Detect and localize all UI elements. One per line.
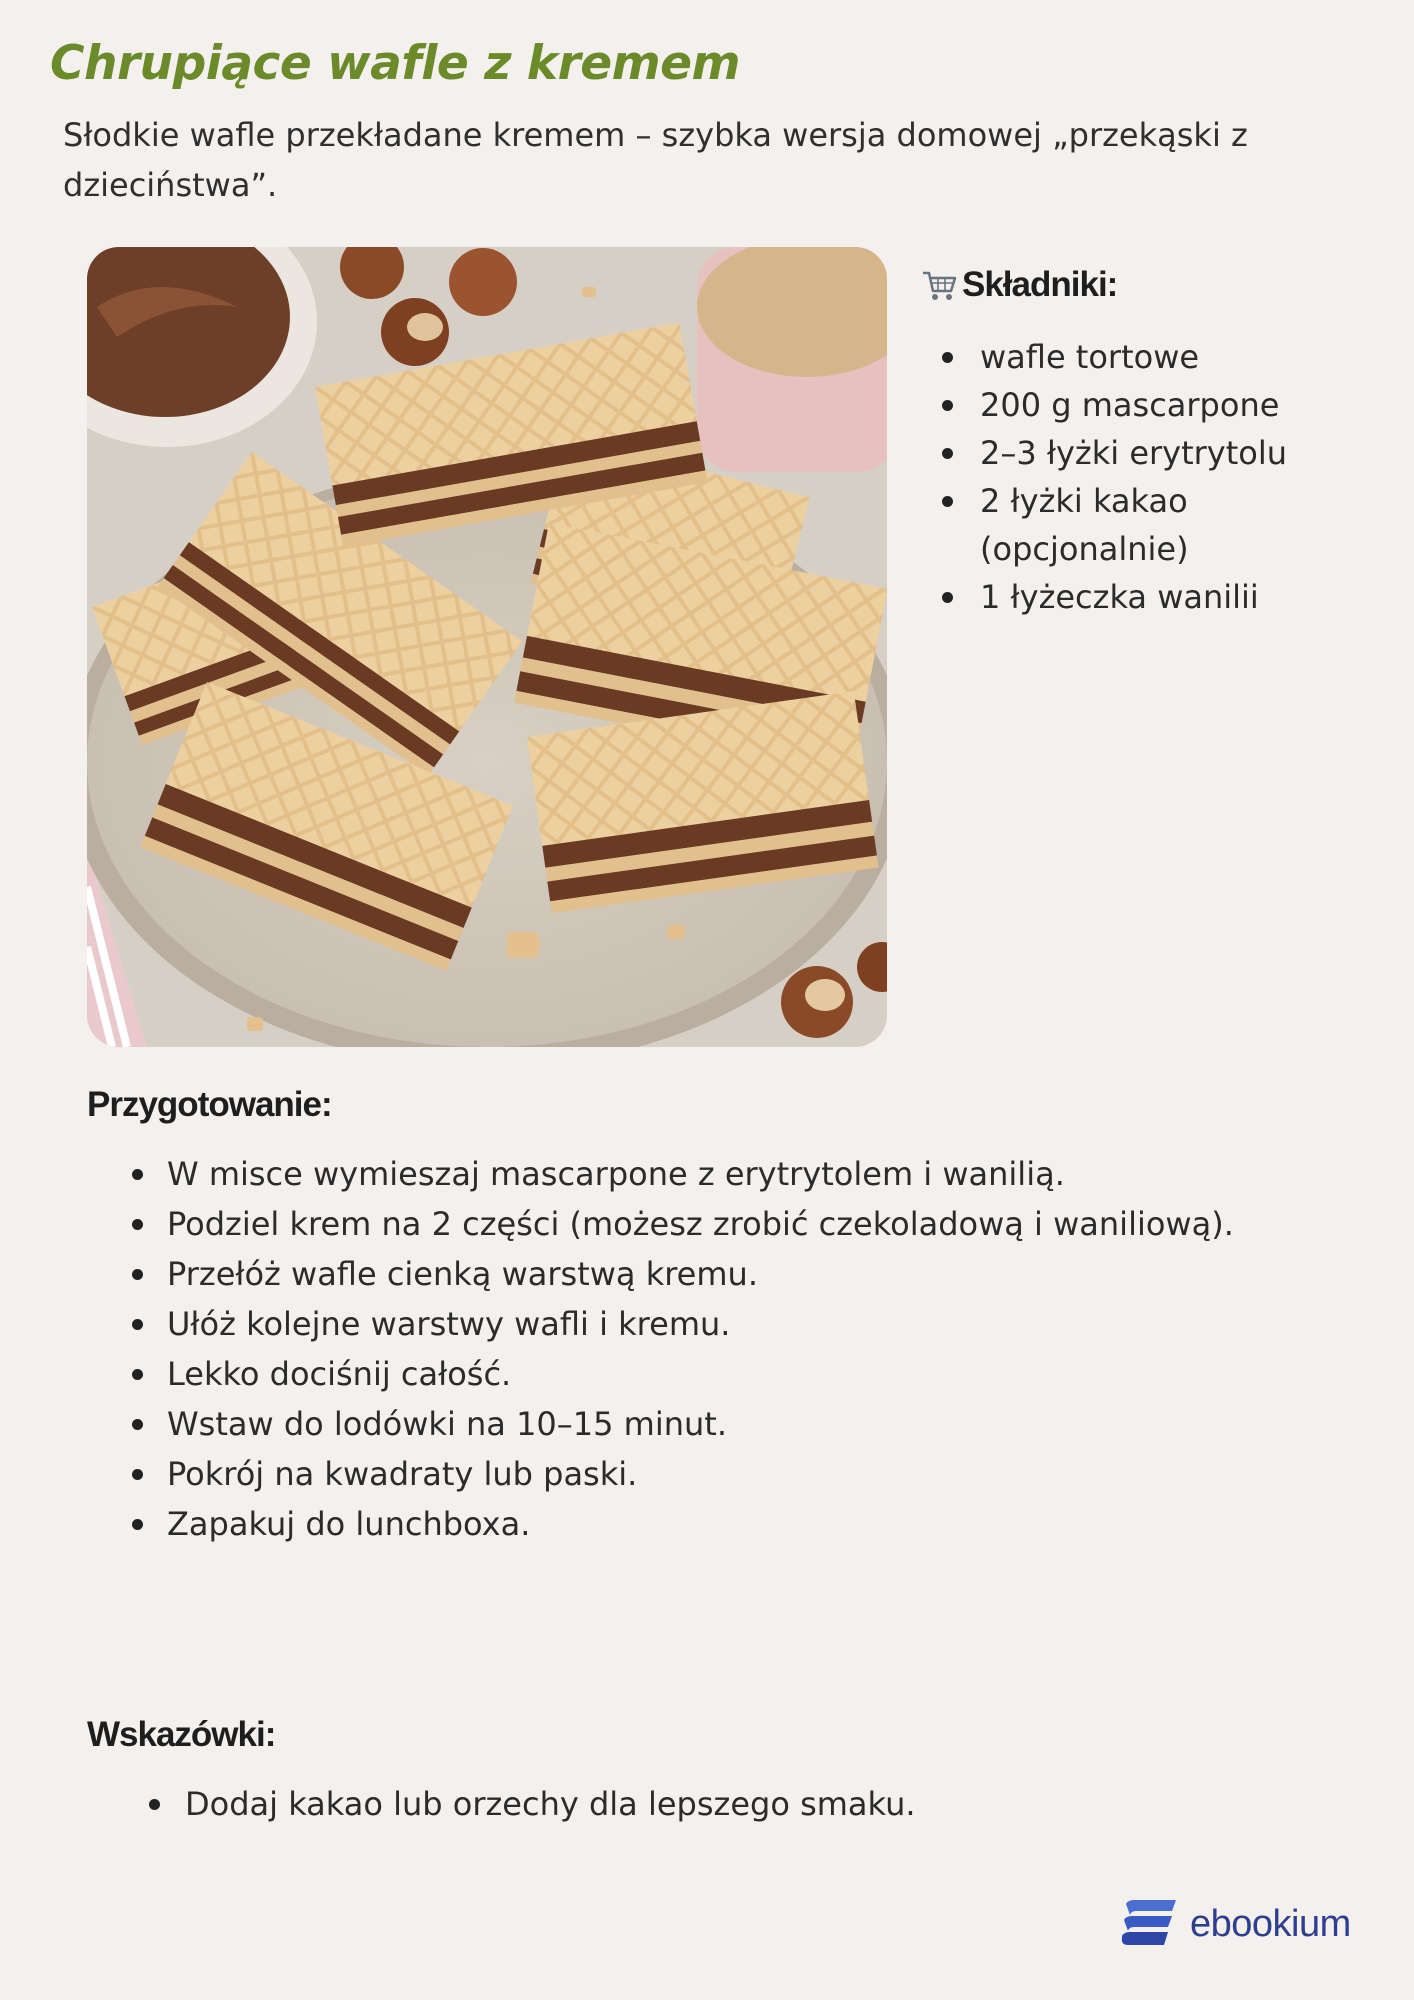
list-item bbox=[920, 573, 1380, 621]
bullet-icon bbox=[942, 592, 953, 603]
ingredient-text: 2–3 łyżki erytrytolu bbox=[980, 434, 1288, 472]
bullet-icon bbox=[132, 1519, 143, 1530]
step-text: W misce wymieszaj mascarpone z erytrytolem i wanilią. bbox=[167, 1155, 1065, 1193]
bullet-icon bbox=[132, 1469, 143, 1480]
list-item bbox=[87, 1149, 1337, 1199]
bullet-icon bbox=[132, 1169, 143, 1180]
tips-heading: Wskazówki: bbox=[87, 1715, 276, 1754]
bullet-icon bbox=[132, 1369, 143, 1380]
list-item bbox=[87, 1449, 1337, 1499]
preparation-steps-list bbox=[87, 1149, 1337, 1549]
ingredient-text: 1 łyżeczka wanilii bbox=[980, 578, 1259, 616]
tips-section bbox=[87, 1715, 1337, 1829]
list-item bbox=[87, 1199, 1337, 1249]
bullet-icon bbox=[132, 1319, 143, 1330]
ingredient-text: 200 g mascarpone bbox=[980, 386, 1280, 424]
bullet-icon bbox=[942, 400, 953, 411]
ingredients-list bbox=[920, 333, 1380, 621]
list-item bbox=[920, 333, 1380, 381]
list-item bbox=[920, 381, 1380, 429]
ingredient-text: wafle tortowe bbox=[980, 338, 1200, 376]
step-text: Ułóż kolejne warstwy wafli i kremu. bbox=[167, 1305, 731, 1343]
bullet-icon bbox=[942, 496, 953, 507]
step-text: Zapakuj do lunchboxa. bbox=[167, 1505, 531, 1543]
bullet-icon bbox=[942, 352, 953, 363]
recipe-title: Chrupiące wafle z kremem bbox=[50, 36, 740, 91]
list-item bbox=[87, 1299, 1337, 1349]
recipe-photo bbox=[87, 247, 887, 1047]
step-text: Lekko dociśnij całość. bbox=[167, 1355, 512, 1393]
ingredient-text: 2 łyżki kakao (opcjonalnie) bbox=[980, 482, 1189, 568]
list-item bbox=[87, 1399, 1337, 1449]
step-text: Przełóż wafle cienką warstwą kremu. bbox=[167, 1255, 758, 1293]
shopping-cart-icon bbox=[920, 266, 958, 304]
recipe-subtitle: Słodkie wafle przekładane kremem – szybka wersja domowej „przekąski z dzieciństwa”. bbox=[63, 116, 1248, 204]
bullet-icon bbox=[942, 448, 953, 459]
brand-name: ebookium bbox=[1190, 1902, 1351, 1945]
preparation-heading: Przygotowanie: bbox=[87, 1085, 332, 1124]
list-item bbox=[87, 1249, 1337, 1299]
list-item bbox=[87, 1349, 1337, 1399]
step-text: Podziel krem na 2 części (możesz zrobić czekoladową i waniliową). bbox=[167, 1205, 1234, 1243]
list-item bbox=[87, 1499, 1337, 1549]
bullet-icon bbox=[132, 1419, 143, 1430]
bullet-icon bbox=[149, 1799, 160, 1810]
ingredients-heading bbox=[920, 265, 1380, 305]
list-item bbox=[920, 477, 1280, 573]
bullet-icon bbox=[132, 1219, 143, 1230]
bullet-icon bbox=[132, 1269, 143, 1280]
step-text: Wstaw do lodówki na 10–15 minut. bbox=[167, 1405, 728, 1443]
step-text: Pokrój na kwadraty lub paski. bbox=[167, 1455, 638, 1493]
wafers-photo-illustration bbox=[87, 247, 887, 1047]
ingredients-section bbox=[920, 265, 1380, 621]
tip-text: Dodaj kakao lub orzechy dla lepszego smaku. bbox=[185, 1785, 916, 1823]
tips-list bbox=[87, 1779, 1337, 1829]
brand-logo bbox=[1118, 1898, 1351, 1950]
preparation-section bbox=[87, 1085, 1337, 1549]
list-item bbox=[87, 1779, 1337, 1829]
ingredients-heading-text: Składniki: bbox=[962, 265, 1118, 304]
ebookium-logo-icon bbox=[1118, 1898, 1180, 1950]
list-item bbox=[920, 429, 1380, 477]
